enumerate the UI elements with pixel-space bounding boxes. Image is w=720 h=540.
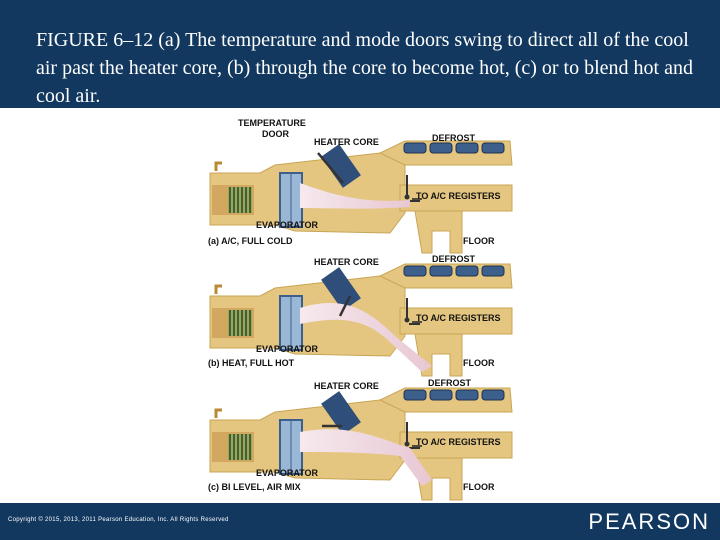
pearson-logo: PEARSON bbox=[588, 509, 710, 534]
evaporator-label-b: EVAPORATOR bbox=[256, 344, 319, 354]
panel-b-caption: (b) HEAT, FULL HOT bbox=[208, 358, 295, 368]
panel-c-caption: (c) BI LEVEL, AIR MIX bbox=[208, 482, 301, 492]
floor-label-b: FLOOR bbox=[463, 358, 495, 368]
evaporator-label-a: EVAPORATOR bbox=[256, 220, 319, 230]
heater-core-label-a: HEATER CORE bbox=[314, 137, 379, 147]
defrost-label-a: DEFROST bbox=[432, 133, 476, 143]
footer-bar bbox=[0, 503, 720, 540]
registers-label-c: TO A/C REGISTERS bbox=[416, 437, 501, 447]
registers-label-a: TO A/C REGISTERS bbox=[416, 191, 501, 201]
panel-a-caption: (a) A/C, FULL COLD bbox=[208, 236, 293, 246]
copyright-text: Copyright © 2015, 2013, 2011 Pearson Education, Inc. All Rights Reserved bbox=[8, 517, 229, 523]
hvac-diagram bbox=[200, 108, 520, 503]
panel-b bbox=[208, 254, 512, 376]
registers-label-b: TO A/C REGISTERS bbox=[416, 313, 501, 323]
temperature-door-label-line1: TEMPERATURE bbox=[238, 118, 306, 128]
figure-caption: FIGURE 6–12 (a) The temperature and mode doors swing to direct all of the cool air past the heater core, (b) through the core to become hot, (c) or to blend hot and cool air. bbox=[36, 29, 693, 107]
floor-label-c: FLOOR bbox=[463, 482, 495, 492]
panel-a bbox=[208, 118, 512, 253]
defrost-label-c: DEFROST bbox=[428, 378, 472, 388]
heater-core-label-b: HEATER CORE bbox=[314, 257, 379, 267]
evaporator-label-c: EVAPORATOR bbox=[256, 468, 319, 478]
floor-label-a: FLOOR bbox=[463, 236, 495, 246]
defrost-label-b: DEFROST bbox=[432, 254, 476, 264]
title-bar bbox=[0, 0, 720, 108]
heater-core-label-c: HEATER CORE bbox=[314, 381, 379, 391]
panel-c bbox=[208, 378, 512, 500]
temperature-door-label-line2: DOOR bbox=[262, 129, 289, 139]
